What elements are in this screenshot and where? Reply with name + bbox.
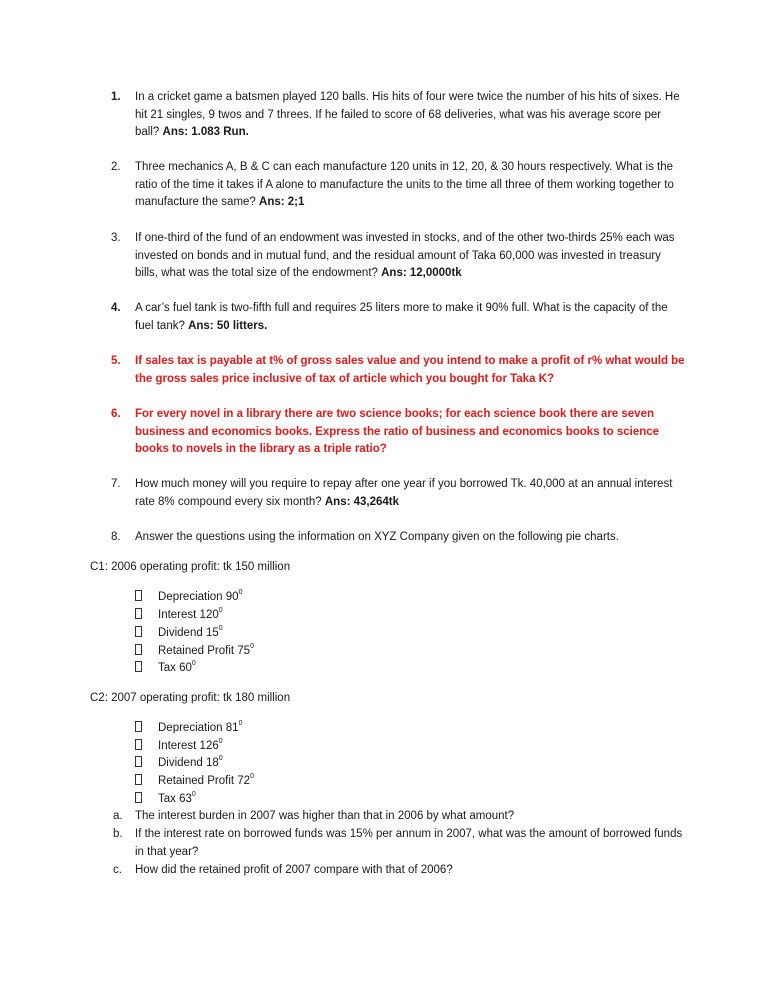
question-number: 4.	[111, 302, 121, 314]
c2-heading: C2: 2007 operating profit: tk 180 million	[90, 692, 291, 704]
list-item: Retained Profit $75^0$	[135, 643, 142, 661]
list-item: Tax $60^0$	[135, 660, 142, 678]
subquestion-text: If the interest rate on borrowed funds was 15% per annum in 2007, what was the amount of borrowed funds in that year?	[135, 828, 683, 858]
question-text: If one-third of the fund of an endowment was invested in stocks, and of the other two-thirds 25% each was invested on bonds and in mutual fund, and the residual amount of Taka 60,000 was invested in treasury bills, what was the total size of the endowment?	[135, 232, 675, 280]
question-2	[111, 159, 686, 212]
answer: Ans: 1.083 Run.	[162, 126, 249, 139]
list-item: Interest $120^0$	[135, 607, 142, 625]
bullet-icon	[135, 608, 142, 619]
bullet-icon	[135, 590, 142, 601]
list-item: Dividend $15^0$	[135, 625, 142, 643]
question-3	[111, 230, 686, 283]
question-number: 2.	[111, 161, 121, 173]
bullet-icon	[135, 792, 142, 803]
answer: Ans: 2;1	[259, 196, 305, 209]
subquestion-c	[111, 862, 691, 880]
list-item: Retained Profit $72^0$	[135, 773, 142, 791]
subquestion-letter: a.	[113, 810, 123, 822]
question-7	[111, 476, 686, 511]
bullet-icon	[135, 774, 142, 785]
list-item: Tax $63^0$	[135, 791, 142, 809]
question-4	[111, 300, 686, 335]
subquestion-letter: c.	[113, 864, 122, 876]
c1-heading: C1: 2006 operating profit: tk 150 million	[90, 561, 291, 573]
bullet-icon	[135, 739, 142, 750]
question-text: If sales tax is payable at t% of gross sales value and you intend to make a profit of r% what would be the gross sales price inclusive of tax of article which you bought for Taka K?	[135, 355, 685, 385]
answer: Ans: 12,0000tk	[381, 267, 462, 280]
question-number: 7.	[111, 478, 121, 490]
question-text: A car’s fuel tank is two-fifth full and requires 25 liters more to make it 90% full. What is the capacity of the fuel tank?	[135, 302, 668, 332]
list-item: Depreciation $81^0$	[135, 720, 142, 738]
list-item: Depreciation $90^0$	[135, 589, 142, 607]
question-text: Three mechanics A, B & C can each manufacture 120 units in 12, 20, & 30 hours respectively. What is the ratio of the time it takes if A alone to manufacture the units to the time all three of them working together to manufacture the same?	[135, 161, 674, 209]
bullet-icon	[135, 626, 142, 637]
question-1	[111, 89, 686, 142]
subquestion-text: How did the retained profit of 2007 compare with that of 2006?	[135, 864, 453, 876]
question-number: 8.	[111, 531, 121, 543]
subquestion-text: The interest burden in 2007 was higher than that in 2006 by what amount?	[135, 810, 515, 822]
answer: Ans: 50 litters.	[188, 319, 268, 332]
question-number: 3.	[111, 232, 121, 244]
answer: Ans: 43,264tk	[324, 495, 400, 508]
question-number: 1.	[111, 91, 121, 103]
question-text: How much money will you require to repay after one year if you borrowed Tk. 40,000 at an annual interest rate 8% compound every six month?	[135, 478, 673, 508]
subquestion-a	[111, 808, 691, 826]
bullet-icon	[135, 721, 142, 732]
question-6	[111, 406, 686, 459]
bullet-icon	[135, 644, 142, 655]
bullet-icon	[135, 661, 142, 672]
question-text: For every novel in a library there are two science books; for each science book there are seven business and economics books. Express the ratio of business and economics books to science books to novels in the library as a triple ratio?	[135, 408, 660, 456]
subquestion-letter: b.	[113, 828, 123, 840]
question-number: 5.	[111, 355, 121, 367]
question-text: Answer the questions using the information on XYZ Company given on the following pie charts.	[135, 531, 619, 543]
question-5	[111, 353, 686, 388]
question-number: 6.	[111, 408, 121, 420]
question-text: In a cricket game a batsmen played 120 balls. His hits of four were twice the number of his hits of sixes. He hit 21 singles, 9 twos and 7 threes. If he failed to score of 68 deliveries, what was his average score per ball?	[135, 91, 680, 139]
list-item: Dividend $18^0$	[135, 755, 142, 773]
bullet-icon	[135, 756, 142, 767]
question-8	[111, 529, 686, 547]
list-item: Interest $126^0$	[135, 738, 142, 756]
subquestion-b	[111, 826, 691, 861]
